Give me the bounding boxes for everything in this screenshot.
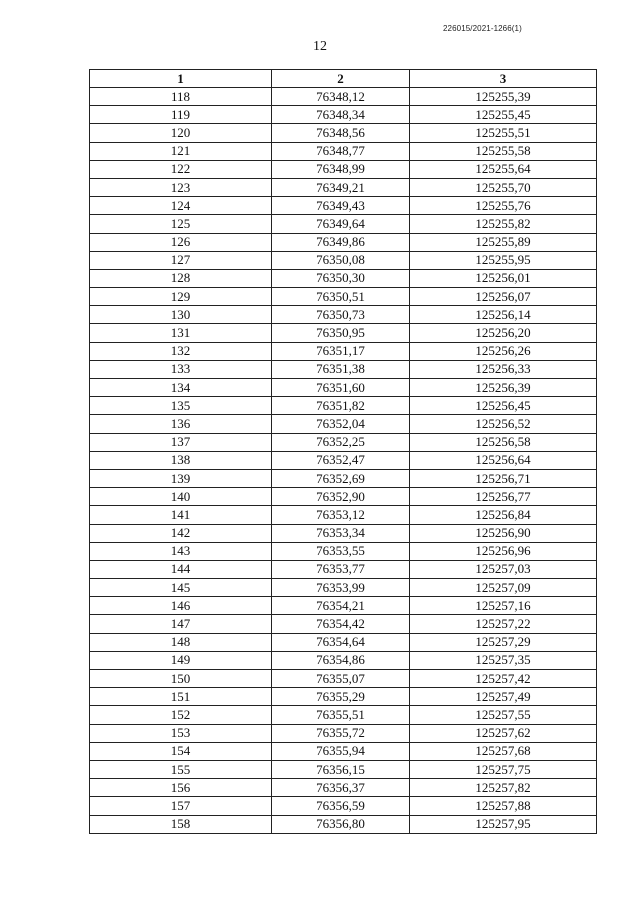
- table-row: [90, 433, 597, 451]
- x-coordinate-cell: 76350,73: [272, 306, 410, 324]
- point-number-cell: 143: [90, 542, 272, 560]
- point-number-cell: 127: [90, 251, 272, 269]
- x-coordinate-cell: 76351,17: [272, 342, 410, 360]
- y-coordinate-cell: 125257,55: [410, 706, 597, 724]
- point-number-cell: 151: [90, 688, 272, 706]
- point-number-cell: 140: [90, 488, 272, 506]
- y-coordinate-cell: 125256,77: [410, 488, 597, 506]
- x-coordinate-cell: 76353,99: [272, 579, 410, 597]
- table-row: [90, 524, 597, 542]
- x-coordinate-cell: 76356,59: [272, 797, 410, 815]
- point-number-cell: 146: [90, 597, 272, 615]
- x-coordinate-cell: 76353,77: [272, 560, 410, 578]
- point-number-cell: 149: [90, 651, 272, 669]
- x-coordinate-cell: 76349,86: [272, 233, 410, 251]
- point-number-cell: 124: [90, 197, 272, 215]
- point-number-cell: 154: [90, 742, 272, 760]
- x-coordinate-cell: 76354,64: [272, 633, 410, 651]
- point-number-cell: 123: [90, 178, 272, 196]
- y-coordinate-cell: 125255,70: [410, 178, 597, 196]
- y-coordinate-cell: 125255,58: [410, 142, 597, 160]
- point-number-cell: 131: [90, 324, 272, 342]
- point-number-cell: 147: [90, 615, 272, 633]
- table-row: [90, 178, 597, 196]
- x-coordinate-cell: 76350,08: [272, 251, 410, 269]
- x-coordinate-cell: 76350,95: [272, 324, 410, 342]
- x-coordinate-cell: 76352,04: [272, 415, 410, 433]
- y-coordinate-cell: 125255,64: [410, 160, 597, 178]
- table-row: [90, 797, 597, 815]
- y-coordinate-cell: 125257,82: [410, 779, 597, 797]
- y-coordinate-cell: 125255,89: [410, 233, 597, 251]
- point-number-cell: 135: [90, 397, 272, 415]
- x-coordinate-cell: 76348,99: [272, 160, 410, 178]
- table-row: [90, 560, 597, 578]
- y-coordinate-cell: 125256,07: [410, 288, 597, 306]
- table-row: [90, 688, 597, 706]
- point-number-cell: 126: [90, 233, 272, 251]
- x-coordinate-cell: 76350,51: [272, 288, 410, 306]
- y-coordinate-cell: 125256,58: [410, 433, 597, 451]
- x-coordinate-cell: 76356,37: [272, 779, 410, 797]
- y-coordinate-cell: 125255,39: [410, 88, 597, 106]
- point-number-cell: 118: [90, 88, 272, 106]
- y-coordinate-cell: 125256,71: [410, 469, 597, 487]
- point-number-cell: 125: [90, 215, 272, 233]
- table-row: [90, 324, 597, 342]
- y-coordinate-cell: 125257,42: [410, 670, 597, 688]
- x-coordinate-cell: 76353,55: [272, 542, 410, 560]
- table-row: [90, 306, 597, 324]
- y-coordinate-cell: 125256,90: [410, 524, 597, 542]
- x-coordinate-cell: 76355,07: [272, 670, 410, 688]
- table-header: [90, 70, 597, 88]
- point-number-cell: 120: [90, 124, 272, 142]
- y-coordinate-cell: 125256,39: [410, 379, 597, 397]
- y-coordinate-cell: 125257,22: [410, 615, 597, 633]
- point-number-cell: 148: [90, 633, 272, 651]
- point-number-cell: 137: [90, 433, 272, 451]
- table-row: [90, 342, 597, 360]
- point-number-cell: 156: [90, 779, 272, 797]
- table-row: [90, 215, 597, 233]
- x-coordinate-cell: 76354,21: [272, 597, 410, 615]
- y-coordinate-cell: 125257,68: [410, 742, 597, 760]
- x-coordinate-cell: 76354,42: [272, 615, 410, 633]
- point-number-cell: 128: [90, 269, 272, 287]
- table-row: [90, 651, 597, 669]
- table-row: [90, 451, 597, 469]
- x-coordinate-cell: 76351,60: [272, 379, 410, 397]
- x-coordinate-cell: 76350,30: [272, 269, 410, 287]
- point-number-cell: 136: [90, 415, 272, 433]
- column-header-1: 1: [90, 70, 272, 88]
- x-coordinate-cell: 76354,86: [272, 651, 410, 669]
- x-coordinate-cell: 76355,94: [272, 742, 410, 760]
- table-row: [90, 415, 597, 433]
- x-coordinate-cell: 76353,12: [272, 506, 410, 524]
- table-row: [90, 106, 597, 124]
- table-row: [90, 469, 597, 487]
- coordinates-table: [89, 69, 597, 834]
- document-code: 226015/2021-1266(1): [443, 24, 522, 33]
- point-number-cell: 141: [90, 506, 272, 524]
- x-coordinate-cell: 76348,77: [272, 142, 410, 160]
- point-number-cell: 130: [90, 306, 272, 324]
- y-coordinate-cell: 125255,51: [410, 124, 597, 142]
- y-coordinate-cell: 125257,16: [410, 597, 597, 615]
- table-row: [90, 124, 597, 142]
- x-coordinate-cell: 76355,51: [272, 706, 410, 724]
- y-coordinate-cell: 125256,14: [410, 306, 597, 324]
- x-coordinate-cell: 76349,43: [272, 197, 410, 215]
- x-coordinate-cell: 76356,80: [272, 815, 410, 833]
- table-row: [90, 615, 597, 633]
- table-row: [90, 397, 597, 415]
- table-row: [90, 815, 597, 833]
- point-number-cell: 158: [90, 815, 272, 833]
- point-number-cell: 150: [90, 670, 272, 688]
- table-row: [90, 360, 597, 378]
- table-row: [90, 269, 597, 287]
- table-row: [90, 288, 597, 306]
- y-coordinate-cell: 125255,45: [410, 106, 597, 124]
- y-coordinate-cell: 125256,01: [410, 269, 597, 287]
- x-coordinate-cell: 76355,29: [272, 688, 410, 706]
- table-row: [90, 779, 597, 797]
- table-row: [90, 142, 597, 160]
- point-number-cell: 132: [90, 342, 272, 360]
- y-coordinate-cell: 125257,03: [410, 560, 597, 578]
- point-number-cell: 145: [90, 579, 272, 597]
- x-coordinate-cell: 76348,12: [272, 88, 410, 106]
- point-number-cell: 139: [90, 469, 272, 487]
- point-number-cell: 138: [90, 451, 272, 469]
- x-coordinate-cell: 76348,56: [272, 124, 410, 142]
- page-number: 12: [313, 39, 327, 54]
- table-body: [90, 88, 597, 834]
- y-coordinate-cell: 125255,82: [410, 215, 597, 233]
- y-coordinate-cell: 125256,84: [410, 506, 597, 524]
- y-coordinate-cell: 125257,75: [410, 760, 597, 778]
- table-row: [90, 706, 597, 724]
- point-number-cell: 153: [90, 724, 272, 742]
- x-coordinate-cell: 76348,34: [272, 106, 410, 124]
- x-coordinate-cell: 76352,90: [272, 488, 410, 506]
- point-number-cell: 152: [90, 706, 272, 724]
- y-coordinate-cell: 125255,95: [410, 251, 597, 269]
- x-coordinate-cell: 76353,34: [272, 524, 410, 542]
- table-row: [90, 724, 597, 742]
- y-coordinate-cell: 125256,20: [410, 324, 597, 342]
- column-header-3: 3: [410, 70, 597, 88]
- y-coordinate-cell: 125257,88: [410, 797, 597, 815]
- point-number-cell: 129: [90, 288, 272, 306]
- table-row: [90, 633, 597, 651]
- y-coordinate-cell: 125256,52: [410, 415, 597, 433]
- point-number-cell: 155: [90, 760, 272, 778]
- point-number-cell: 134: [90, 379, 272, 397]
- table-row: [90, 251, 597, 269]
- y-coordinate-cell: 125256,33: [410, 360, 597, 378]
- x-coordinate-cell: 76355,72: [272, 724, 410, 742]
- y-coordinate-cell: 125256,45: [410, 397, 597, 415]
- y-coordinate-cell: 125257,49: [410, 688, 597, 706]
- table-row: [90, 597, 597, 615]
- x-coordinate-cell: 76356,15: [272, 760, 410, 778]
- y-coordinate-cell: 125257,62: [410, 724, 597, 742]
- point-number-cell: 133: [90, 360, 272, 378]
- point-number-cell: 142: [90, 524, 272, 542]
- table-row: [90, 488, 597, 506]
- table-row: [90, 197, 597, 215]
- x-coordinate-cell: 76349,21: [272, 178, 410, 196]
- point-number-cell: 121: [90, 142, 272, 160]
- x-coordinate-cell: 76352,47: [272, 451, 410, 469]
- table-row: [90, 506, 597, 524]
- y-coordinate-cell: 125256,96: [410, 542, 597, 560]
- x-coordinate-cell: 76352,25: [272, 433, 410, 451]
- table-row: [90, 379, 597, 397]
- table-row: [90, 670, 597, 688]
- table-row: [90, 88, 597, 106]
- table-row: [90, 233, 597, 251]
- y-coordinate-cell: 125257,29: [410, 633, 597, 651]
- column-header-2: 2: [272, 70, 410, 88]
- table-row: [90, 542, 597, 560]
- point-number-cell: 119: [90, 106, 272, 124]
- table-row: [90, 760, 597, 778]
- header-row: [90, 70, 597, 88]
- table-row: [90, 742, 597, 760]
- y-coordinate-cell: 125256,64: [410, 451, 597, 469]
- table-row: [90, 160, 597, 178]
- y-coordinate-cell: 125256,26: [410, 342, 597, 360]
- y-coordinate-cell: 125255,76: [410, 197, 597, 215]
- y-coordinate-cell: 125257,35: [410, 651, 597, 669]
- point-number-cell: 157: [90, 797, 272, 815]
- x-coordinate-cell: 76351,38: [272, 360, 410, 378]
- table-row: [90, 579, 597, 597]
- x-coordinate-cell: 76352,69: [272, 469, 410, 487]
- y-coordinate-cell: 125257,95: [410, 815, 597, 833]
- x-coordinate-cell: 76351,82: [272, 397, 410, 415]
- y-coordinate-cell: 125257,09: [410, 579, 597, 597]
- point-number-cell: 144: [90, 560, 272, 578]
- x-coordinate-cell: 76349,64: [272, 215, 410, 233]
- point-number-cell: 122: [90, 160, 272, 178]
